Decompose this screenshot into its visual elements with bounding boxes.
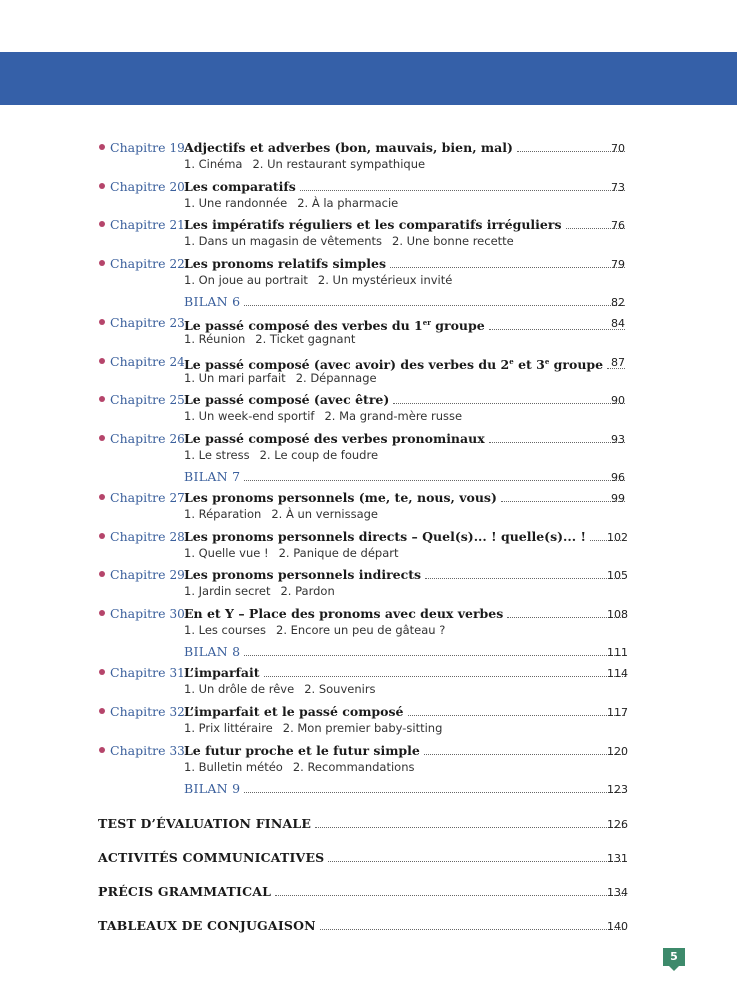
- dot-leader: [393, 402, 625, 404]
- bilan-title: BILAN 7: [184, 469, 241, 484]
- chapter-label: Chapitre 32: [110, 704, 185, 719]
- dot-leader: [390, 266, 625, 268]
- lesson-item: 1. Dans un magasin de vêtements: [184, 234, 382, 248]
- lesson-item: 1. Prix littéraire: [184, 721, 273, 735]
- bilan-title: BILAN 9: [184, 781, 241, 796]
- lesson-item: 2. Encore un peu de gâteau ?: [276, 623, 446, 637]
- lesson-item: 2. À la pharmacie: [297, 196, 399, 210]
- bullet-icon: [99, 260, 105, 266]
- page-number: 90: [611, 394, 625, 407]
- lesson-item: 2. Le coup de foudre: [259, 448, 379, 462]
- header-banner: [0, 52, 737, 105]
- dot-leader: [244, 791, 625, 793]
- page-number: 117: [607, 706, 628, 719]
- dot-leader: [264, 675, 625, 677]
- lesson-list: [184, 409, 462, 424]
- bullet-icon: [99, 494, 105, 500]
- chapter-label: Chapitre 21: [110, 217, 185, 232]
- lesson-list: [184, 546, 399, 561]
- page-number: 93: [611, 433, 625, 446]
- page-number: 84: [611, 317, 625, 330]
- chapter-label: Chapitre 19: [110, 140, 185, 155]
- page-number: 108: [607, 608, 628, 621]
- chapter-title: Les pronoms relatifs simples: [184, 256, 387, 271]
- lesson-item: 1. Un drôle de rêve: [184, 682, 295, 696]
- dot-leader: [489, 328, 625, 330]
- lesson-item: 1. Réparation: [184, 507, 262, 521]
- bilan-title: BILAN 8: [184, 644, 241, 659]
- page-number: 134: [607, 886, 628, 899]
- bilan-title: BILAN 6: [184, 294, 241, 309]
- chapter-label: Chapitre 22: [110, 256, 185, 271]
- lesson-item: 2. Recommandations: [292, 760, 415, 774]
- dot-leader: [244, 654, 625, 656]
- page-number: 102: [607, 531, 628, 544]
- chapter-title: En et Y – Place des pronoms avec deux verbes: [184, 606, 504, 621]
- page-number: 87: [611, 356, 625, 369]
- page-number: 114: [607, 667, 628, 680]
- page-number: 123: [607, 783, 628, 796]
- page-number: 140: [607, 920, 628, 933]
- bullet-icon: [99, 747, 105, 753]
- page-number: 96: [611, 471, 625, 484]
- page-number: 126: [607, 818, 628, 831]
- page-number: 82: [611, 296, 625, 309]
- bullet-icon: [99, 708, 105, 714]
- section-title: TABLEAUX DE CONJUGAISON: [98, 918, 316, 933]
- page-number: 131: [607, 852, 628, 865]
- bullet-icon: [99, 435, 105, 441]
- bullet-icon: [99, 183, 105, 189]
- lesson-item: 1. Réunion: [184, 332, 246, 346]
- chapter-title: Adjectifs et adverbes (bon, mauvais, bien, mal): [184, 140, 513, 155]
- lesson-list: [184, 448, 378, 463]
- chapter-title: L’imparfait et le passé composé: [184, 704, 404, 719]
- dot-leader: [244, 479, 625, 481]
- lesson-list: [184, 760, 414, 775]
- lesson-item: 2. Une bonne recette: [392, 234, 514, 248]
- bullet-icon: [99, 610, 105, 616]
- lesson-item: 1. Cinéma: [184, 157, 243, 171]
- lesson-item: 1. Une randonnée: [184, 196, 288, 210]
- lesson-item: 2. Ma grand-mère russe: [324, 409, 463, 423]
- chapter-label: Chapitre 23: [110, 315, 185, 330]
- lesson-item: 1. On joue au portrait: [184, 273, 308, 287]
- dot-leader: [328, 860, 625, 862]
- lesson-item: 1. Un mari parfait: [184, 371, 286, 385]
- section-title: PRÉCIS GRAMMATICAL: [98, 884, 272, 899]
- page-number: 120: [607, 745, 628, 758]
- chapter-title: Les comparatifs: [184, 179, 296, 194]
- chapter-title: Les pronoms personnels indirects: [184, 567, 422, 582]
- bullet-icon: [99, 669, 105, 675]
- dot-leader: [425, 577, 625, 579]
- page-number: 99: [611, 492, 625, 505]
- lesson-list: [184, 332, 355, 347]
- lesson-list: [184, 196, 398, 211]
- lesson-item: 1. Le stress: [184, 448, 250, 462]
- lesson-list: [184, 507, 378, 522]
- chapter-label: Chapitre 33: [110, 743, 185, 758]
- dot-leader: [315, 826, 625, 828]
- lesson-list: [184, 157, 425, 172]
- chapter-label: Chapitre 29: [110, 567, 185, 582]
- lesson-item: 2. Pardon: [280, 584, 335, 598]
- lesson-list: [184, 721, 442, 736]
- chapter-label: Chapitre 20: [110, 179, 185, 194]
- lesson-item: 2. Mon premier baby-sitting: [282, 721, 443, 735]
- dot-leader: [275, 894, 625, 896]
- lesson-item: 2. Un mystérieux invité: [317, 273, 453, 287]
- lesson-list: [184, 623, 445, 638]
- dot-leader: [244, 304, 625, 306]
- bullet-icon: [99, 396, 105, 402]
- bullet-icon: [99, 144, 105, 150]
- lesson-item: 2. À un vernissage: [271, 507, 379, 521]
- chapter-title: Le futur proche et le futur simple: [184, 743, 420, 758]
- page-number: 70: [611, 142, 625, 155]
- bullet-icon: [99, 221, 105, 227]
- lesson-item: 1. Un week-end sportif: [184, 409, 315, 423]
- lesson-item: 2. Ticket gagnant: [255, 332, 356, 346]
- chapter-label: Chapitre 27: [110, 490, 185, 505]
- chapter-title: Le passé composé des verbes pronominaux: [184, 431, 485, 446]
- lesson-item: 2. Dépannage: [295, 371, 377, 385]
- section-title: ACTIVITÉS COMMUNICATIVES: [98, 850, 325, 865]
- dot-leader: [408, 714, 626, 716]
- page-number: 105: [607, 569, 628, 582]
- chapter-title: L’imparfait: [184, 665, 260, 680]
- bullet-icon: [99, 358, 105, 364]
- bullet-icon: [99, 319, 105, 325]
- page-number: 111: [607, 646, 628, 659]
- lesson-item: 2. Souvenirs: [304, 682, 376, 696]
- chapter-title: Le passé composé (avec être): [184, 392, 390, 407]
- dot-leader: [424, 753, 625, 755]
- lesson-list: [184, 584, 335, 599]
- chapter-title: Les pronoms personnels (me, te, nous, vous): [184, 490, 497, 505]
- chapter-label: Chapitre 31: [110, 665, 185, 680]
- lesson-item: 2. Panique de départ: [278, 546, 399, 560]
- chapter-title: Les pronoms personnels directs – Quel(s)... ! quelle(s)... !: [184, 529, 586, 544]
- chapter-title: Le passé composé des verbes du 1er groupe: [184, 318, 485, 334]
- chapter-label: Chapitre 26: [110, 431, 185, 446]
- page-number-badge: 5: [663, 948, 685, 966]
- chapter-label: Chapitre 25: [110, 392, 185, 407]
- bullet-icon: [99, 533, 105, 539]
- page-number: 79: [611, 258, 625, 271]
- dot-leader: [489, 441, 625, 443]
- page-number: 73: [611, 181, 625, 194]
- lesson-list: [184, 273, 452, 288]
- chapter-label: Chapitre 30: [110, 606, 185, 621]
- section-title: TEST D’ÉVALUATION FINALE: [98, 816, 312, 831]
- lesson-item: 1. Jardin secret: [184, 584, 271, 598]
- page-number: 76: [611, 219, 625, 232]
- chapter-title: Les impératifs réguliers et les comparatifs irréguliers: [184, 217, 562, 232]
- chapter-label: Chapitre 28: [110, 529, 185, 544]
- bullet-icon: [99, 571, 105, 577]
- chapter-label: Chapitre 24: [110, 354, 185, 369]
- lesson-item: 1. Les courses: [184, 623, 266, 637]
- lesson-item: 1. Bulletin météo: [184, 760, 283, 774]
- dot-leader: [320, 928, 625, 930]
- lesson-list: [184, 234, 514, 249]
- lesson-item: 2. Un restaurant sympathique: [252, 157, 426, 171]
- lesson-item: 1. Quelle vue !: [184, 546, 269, 560]
- chapter-title: Le passé composé (avec avoir) des verbes du 2e et 3e groupe: [184, 357, 604, 373]
- dot-leader: [300, 189, 625, 191]
- lesson-list: [184, 682, 376, 697]
- lesson-list: [184, 371, 377, 386]
